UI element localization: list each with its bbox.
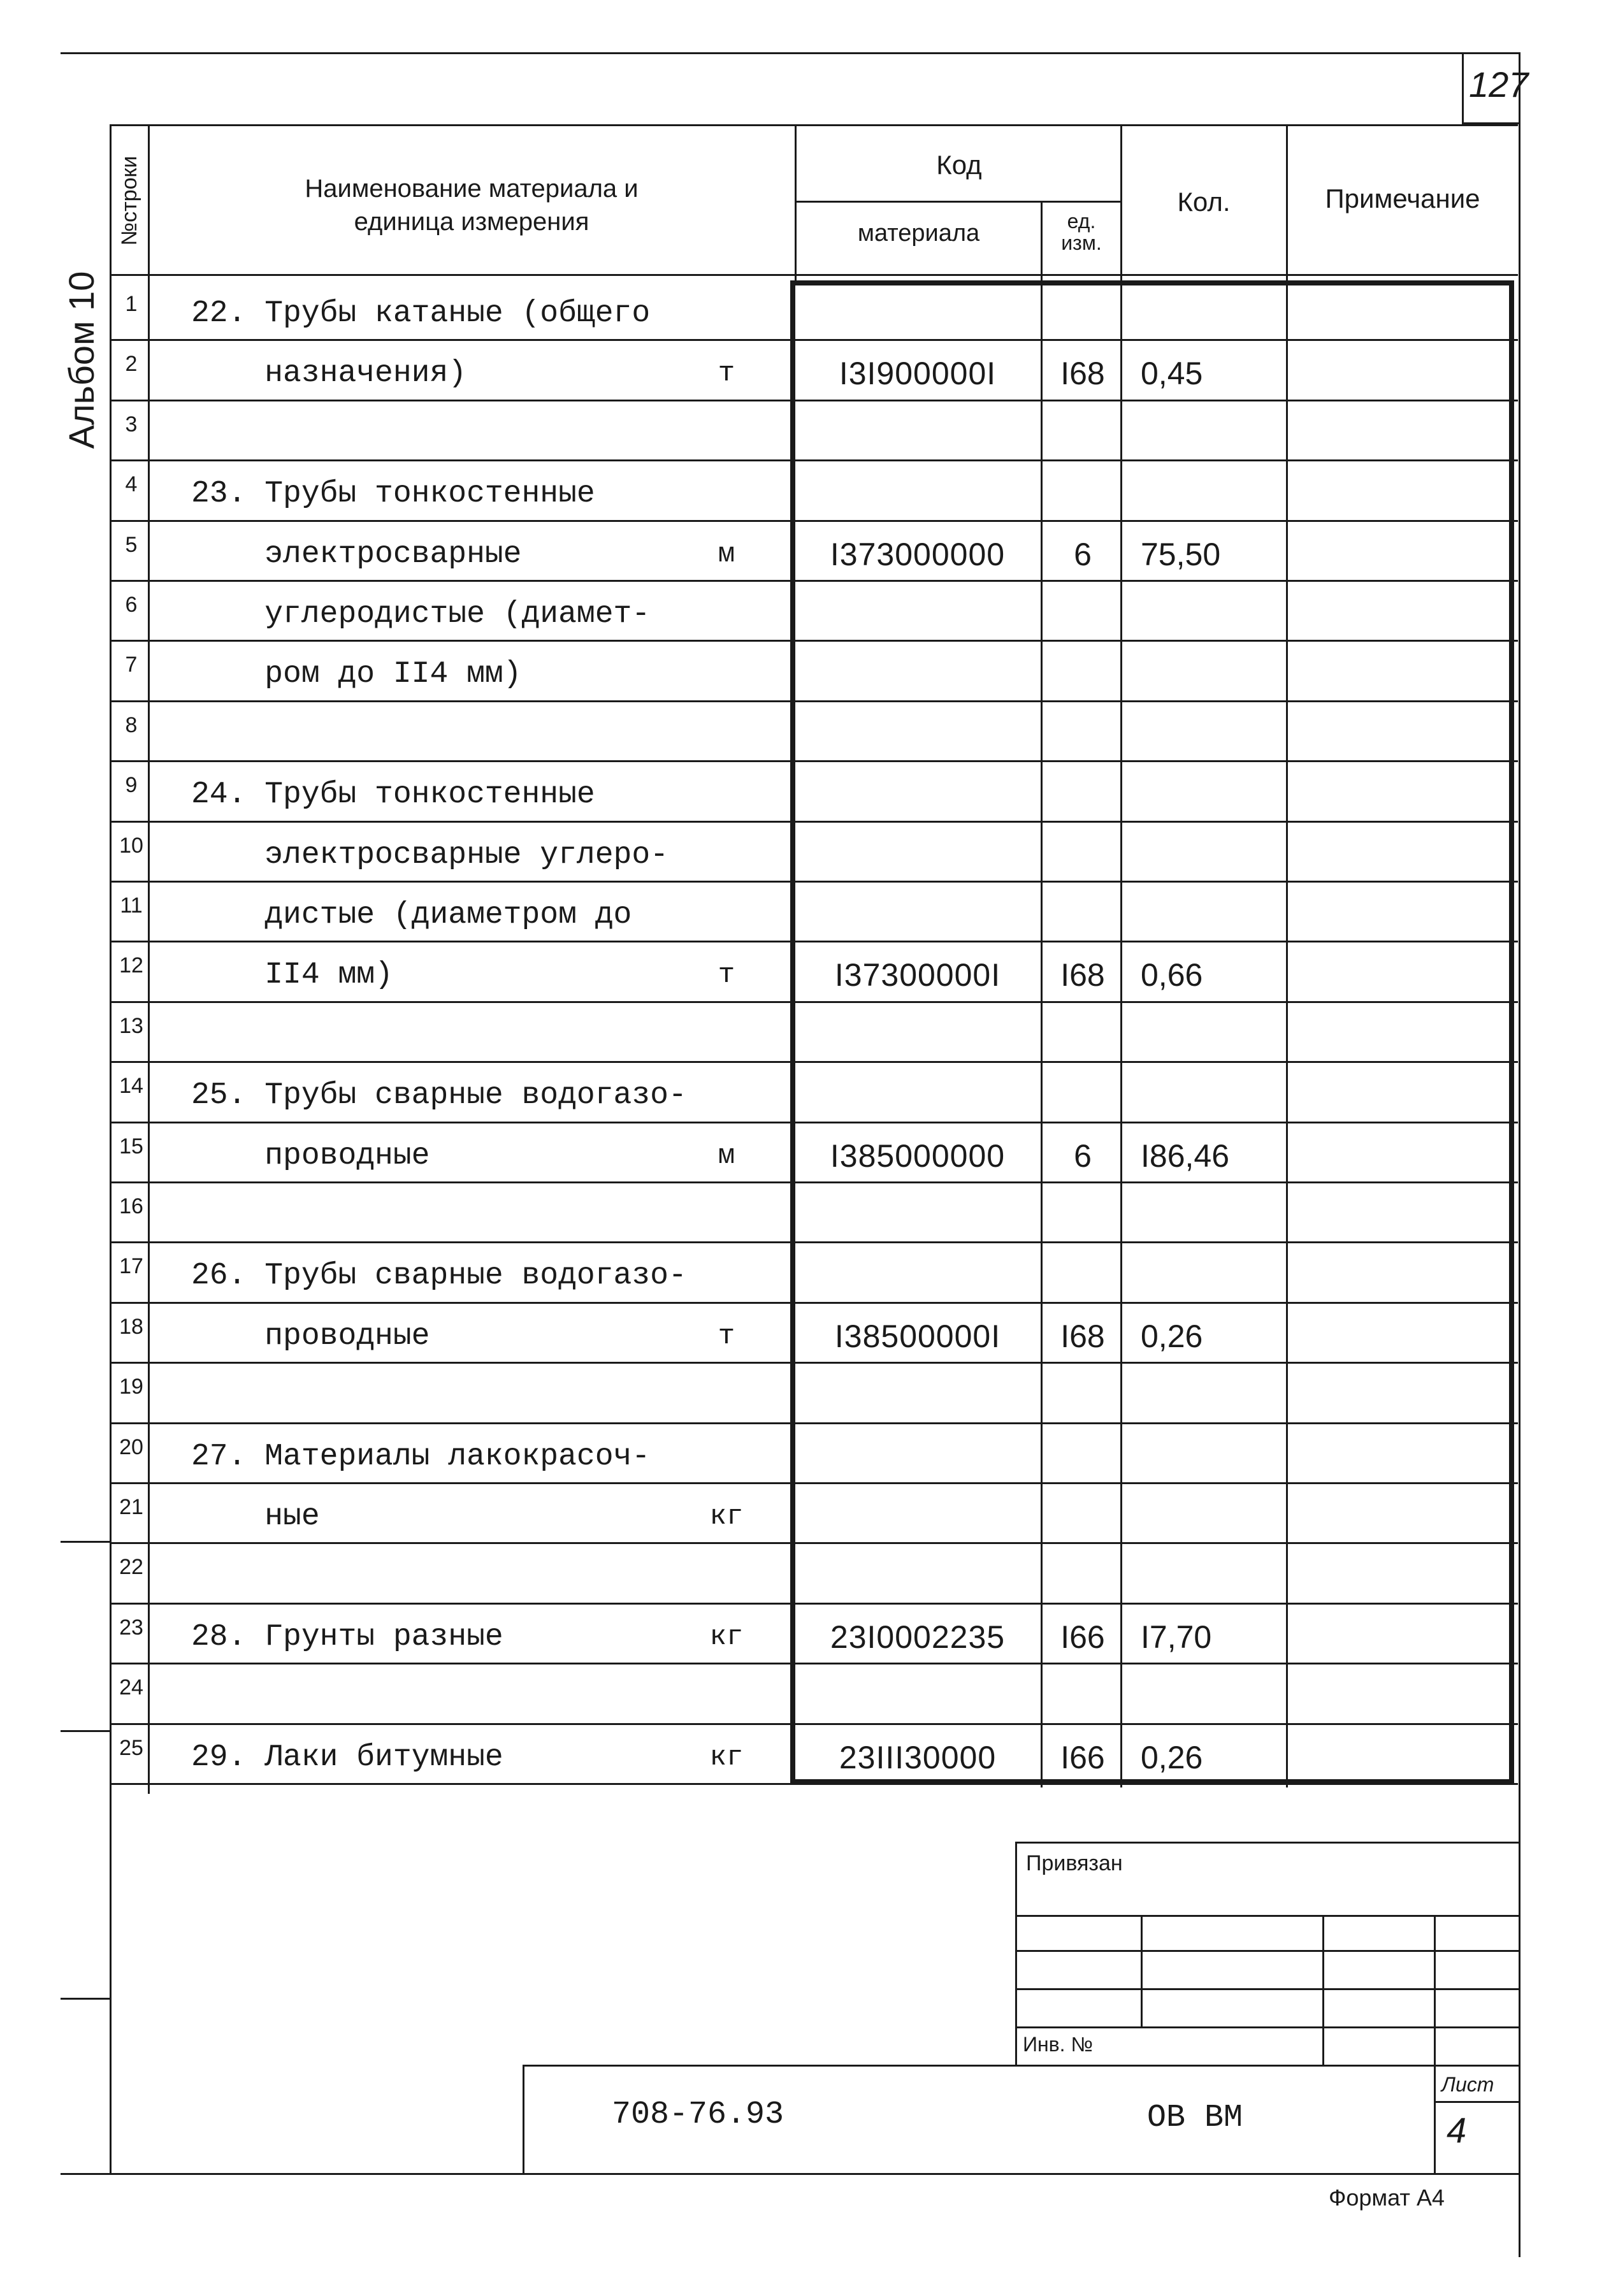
row-unit: кг — [709, 1741, 744, 1773]
row-material-name: 28. Грунты разные — [191, 1619, 503, 1654]
row-material-name: назначения) — [191, 356, 467, 391]
stamp-h3 — [1015, 1988, 1519, 1990]
row-unit: т — [718, 959, 735, 992]
row-number: 17 — [119, 1254, 143, 1279]
document-code: 708-76.93 — [612, 2097, 784, 2133]
row-number: 19 — [119, 1375, 143, 1399]
row-divider — [110, 1302, 1518, 1304]
row-number: 12 — [119, 953, 143, 978]
sheet-label: Лист — [1441, 2073, 1494, 2096]
row-number: 23 — [119, 1615, 143, 1640]
row-divider — [110, 1603, 1518, 1605]
stamp-h4 — [1015, 2026, 1519, 2028]
row-unit-code: 6 — [1074, 536, 1092, 572]
row-divider — [110, 1001, 1518, 1003]
row-material-name: 24. Трубы тонкостенные — [191, 777, 595, 812]
row-divider — [110, 1542, 1518, 1544]
row-quantity: 0,66 — [1141, 957, 1203, 993]
row-number: 20 — [119, 1434, 143, 1459]
row-quantity: 0,45 — [1141, 356, 1203, 392]
header-note: Примечание — [1325, 184, 1480, 213]
row-material-code: 23I0002235 — [830, 1619, 1006, 1655]
row-number: 7 — [125, 653, 138, 677]
header-material-code: материала — [857, 220, 980, 247]
row-divider — [110, 1362, 1518, 1364]
header-bottom — [110, 274, 1518, 276]
row-number: 4 — [125, 472, 138, 497]
bound-label: Привязан — [1026, 1851, 1123, 1875]
row-divider — [110, 941, 1518, 942]
row-unit: м — [718, 538, 735, 570]
format-label: Формат А4 — [1329, 2184, 1445, 2211]
row-material-code: I3I900000I — [839, 356, 997, 392]
row-material-code: 23III30000 — [839, 1739, 997, 1775]
row-divider — [110, 881, 1518, 883]
stamp-v2 — [1322, 1915, 1324, 2065]
row-number: 21 — [119, 1495, 143, 1519]
row-quantity: 0,26 — [1141, 1318, 1203, 1354]
row-unit: т — [718, 1320, 735, 1352]
row-material-code: I38500000I — [834, 1318, 1001, 1354]
album-label: Альбом 10 — [61, 271, 101, 449]
row-divider — [110, 339, 1518, 341]
row-quantity: 0,26 — [1141, 1739, 1203, 1775]
header-code: Код — [936, 150, 982, 180]
stamp-h2 — [1015, 1950, 1519, 1952]
stamp-box-top — [1015, 1842, 1519, 1844]
row-number: 9 — [125, 773, 138, 798]
row-material-name: ром до II4 мм) — [191, 657, 522, 692]
row-divider — [110, 1723, 1518, 1725]
row-divider — [110, 459, 1518, 461]
row-unit-code: 6 — [1074, 1137, 1092, 1174]
row-number: 13 — [119, 1013, 143, 1038]
row-divider — [110, 700, 1518, 702]
row-divider — [110, 1122, 1518, 1123]
row-number: 15 — [119, 1134, 143, 1159]
row-divider — [110, 640, 1518, 642]
row-unit: м — [718, 1139, 735, 1172]
left-margin-mark-2 — [61, 1730, 112, 1732]
row-number: 10 — [119, 833, 143, 858]
row-material-name: электросварные — [191, 537, 522, 572]
row-unit-code: I68 — [1060, 1318, 1105, 1354]
row-divider — [110, 1482, 1518, 1484]
page-num-box-left — [1462, 52, 1464, 124]
row-divider — [110, 520, 1518, 522]
row-quantity: 75,50 — [1141, 536, 1221, 572]
row-number: 2 — [125, 352, 138, 377]
title-block-left — [523, 2065, 524, 2174]
col-name-right — [795, 124, 797, 284]
row-number: 14 — [119, 1074, 143, 1099]
sheet-number: 4 — [1447, 2110, 1467, 2150]
row-number: 8 — [125, 712, 138, 737]
row-divider — [110, 1181, 1518, 1183]
row-material-name: 25. Трубы сварные водогазо- — [191, 1078, 687, 1113]
left-margin-mark-3 — [61, 1998, 112, 2000]
row-material-name: дистые (диаметром до — [191, 898, 632, 932]
header-row-number: №строки — [117, 155, 141, 246]
row-unit-code: I66 — [1060, 1619, 1105, 1655]
row-number: 25 — [119, 1735, 143, 1760]
row-material-name: электросварные углеро- — [191, 837, 668, 872]
stamp-v1 — [1141, 1915, 1143, 2028]
table-left — [110, 124, 112, 2173]
stamp-box-left — [1015, 1842, 1017, 2065]
row-material-code: I373000000 — [830, 536, 1006, 572]
row-material-name: 22. Трубы катаные (общего — [191, 296, 651, 331]
row-divider — [110, 760, 1518, 762]
row-divider — [110, 821, 1518, 823]
stamp-h1 — [1015, 1915, 1519, 1917]
row-number: 24 — [119, 1675, 143, 1700]
row-material-name: 29. Лаки битумные — [191, 1740, 503, 1775]
row-number: 16 — [119, 1194, 143, 1218]
row-material-name: ные — [191, 1499, 320, 1534]
row-number: 3 — [125, 412, 138, 437]
row-unit: т — [718, 357, 735, 390]
row-number: 11 — [120, 893, 143, 918]
row-material-name: 23. Трубы тонкостенные — [191, 477, 595, 512]
document-mark: ОВ ВМ — [1147, 2100, 1243, 2136]
title-block-top — [523, 2065, 1519, 2067]
row-quantity: I86,46 — [1141, 1137, 1230, 1174]
right-border — [1519, 52, 1520, 2257]
row-material-code: I385000000 — [830, 1137, 1006, 1174]
row-divider — [110, 580, 1518, 582]
row-divider — [110, 400, 1518, 401]
inventory-label: Инв. № — [1023, 2033, 1093, 2056]
row-unit-code: I66 — [1060, 1739, 1105, 1775]
sheet-label-line — [1434, 2101, 1519, 2103]
row-unit: кг — [709, 1621, 744, 1653]
row-material-name: 26. Трубы сварные водогазо- — [191, 1259, 687, 1294]
row-number: 18 — [119, 1314, 143, 1339]
row-number: 6 — [125, 593, 138, 617]
row-number: 22 — [119, 1555, 143, 1580]
header-material-name: Наименование материала и единица измерения — [305, 175, 639, 236]
row-unit: кг — [709, 1501, 744, 1533]
header-unit-code: ед. изм. — [1061, 210, 1102, 254]
page-bottom-border — [61, 2173, 1520, 2175]
code-subheader-line — [795, 201, 1121, 203]
row-material-code: I37300000I — [834, 957, 1001, 993]
row-material-name: проводные — [191, 1138, 430, 1173]
row-number: 1 — [125, 292, 138, 316]
row-divider — [110, 1663, 1518, 1664]
row-material-name: 27. Материалы лакокрасоч- — [191, 1439, 651, 1474]
table-top — [110, 124, 1518, 126]
data-box — [790, 280, 1514, 1784]
row-divider — [110, 1422, 1518, 1424]
top-border — [61, 52, 1520, 54]
row-quantity: I7,70 — [1141, 1619, 1212, 1655]
row-divider — [110, 1783, 1518, 1785]
row-number: 5 — [125, 532, 138, 557]
row-divider — [110, 1061, 1518, 1063]
stamp-v3 — [1434, 1915, 1436, 2173]
header-quantity: Кол. — [1177, 187, 1231, 217]
row-unit-code: I68 — [1060, 957, 1105, 993]
left-margin-mark-1 — [61, 1541, 112, 1543]
row-material-name: проводные — [191, 1318, 430, 1354]
row-material-name: углеродистые (диамет- — [191, 597, 651, 632]
page-number: 127 — [1469, 64, 1529, 105]
row-unit-code: I68 — [1060, 356, 1105, 392]
row-divider — [110, 1241, 1518, 1243]
row-material-name: II4 мм) — [191, 958, 393, 993]
